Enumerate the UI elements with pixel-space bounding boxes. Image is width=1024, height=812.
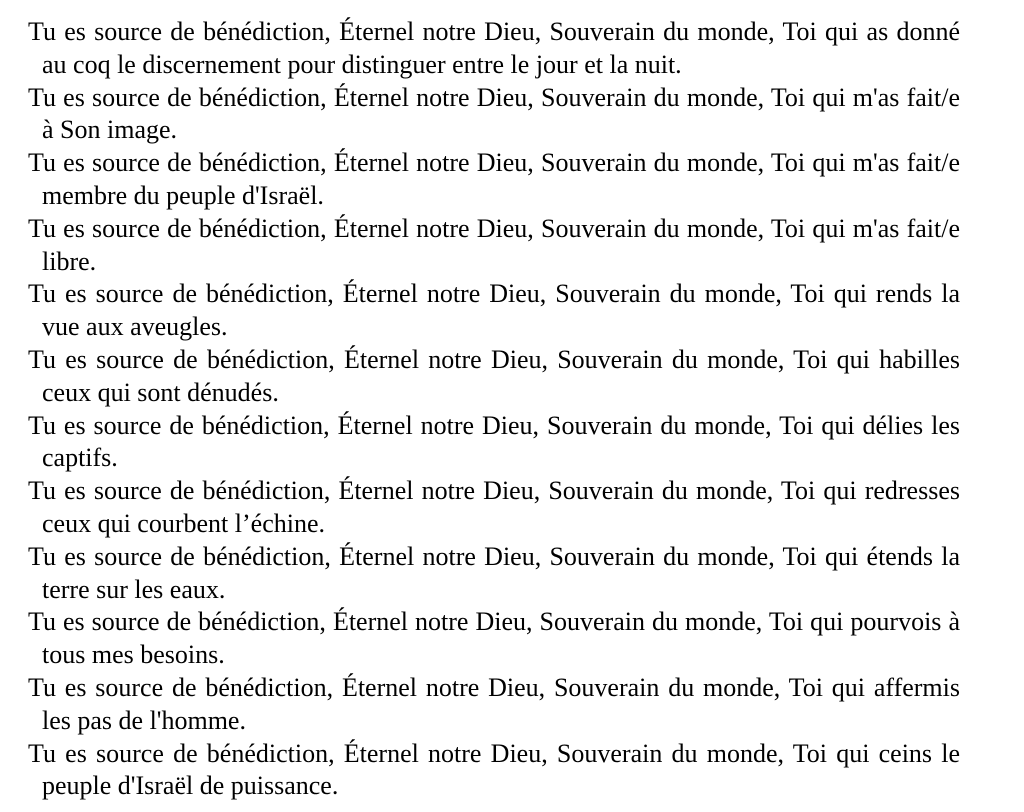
blessing-paragraph: Tu es source de bénédiction, Éternel notre Dieu, Souverain du monde, Toi qui délies les captifs. bbox=[28, 410, 960, 473]
blessing-paragraph: Tu es source de bénédiction, Éternel notre Dieu, Souverain du monde, Toi qui ceins le peuple d'Israël de puissance. bbox=[28, 738, 960, 801]
blessing-paragraph: Tu es source de bénédiction, Éternel notre Dieu, Souverain du monde, Toi qui m'as fait/e à Son image. bbox=[28, 82, 960, 145]
blessing-paragraph: Tu es source de bénédiction, Éternel notre Dieu, Souverain du monde, Toi qui m'as fait/e libre. bbox=[28, 213, 960, 276]
blessing-paragraph: Tu es source de bénédiction, Éternel notre Dieu, Souverain du monde, Toi qui rends la vue aux aveugles. bbox=[28, 279, 960, 342]
blessing-paragraph: Tu es source de bénédiction, Éternel notre Dieu, Souverain du monde, Toi qui habilles ceux qui sont dénudés. bbox=[28, 344, 960, 407]
blessing-paragraph: Tu es source de bénédiction, Éternel notre Dieu, Souverain du monde, Toi qui étends la terre sur les eaux. bbox=[28, 541, 960, 604]
blessings-document bbox=[28, 16, 960, 803]
blessing-paragraph: Tu es source de bénédiction, Éternel notre Dieu, Souverain du monde, Toi qui pourvois à tous mes besoins. bbox=[28, 607, 960, 670]
blessing-paragraph: Tu es source de bénédiction, Éternel notre Dieu, Souverain du monde, Toi qui as donné au coq le discernement pour distinguer entre le jour et la nuit. bbox=[28, 17, 960, 79]
blessing-paragraph: Tu es source de bénédiction, Éternel notre Dieu, Souverain du monde, Toi qui affermis les pas de l'homme. bbox=[28, 672, 960, 735]
blessing-paragraph: Tu es source de bénédiction, Éternel notre Dieu, Souverain du monde, Toi qui m'as fait/e membre du peuple d'Israël. bbox=[28, 148, 960, 210]
blessing-paragraph: Tu es source de bénédiction, Éternel notre Dieu, Souverain du monde, Toi qui redresses ceux qui courbent l’échine. bbox=[28, 476, 960, 538]
